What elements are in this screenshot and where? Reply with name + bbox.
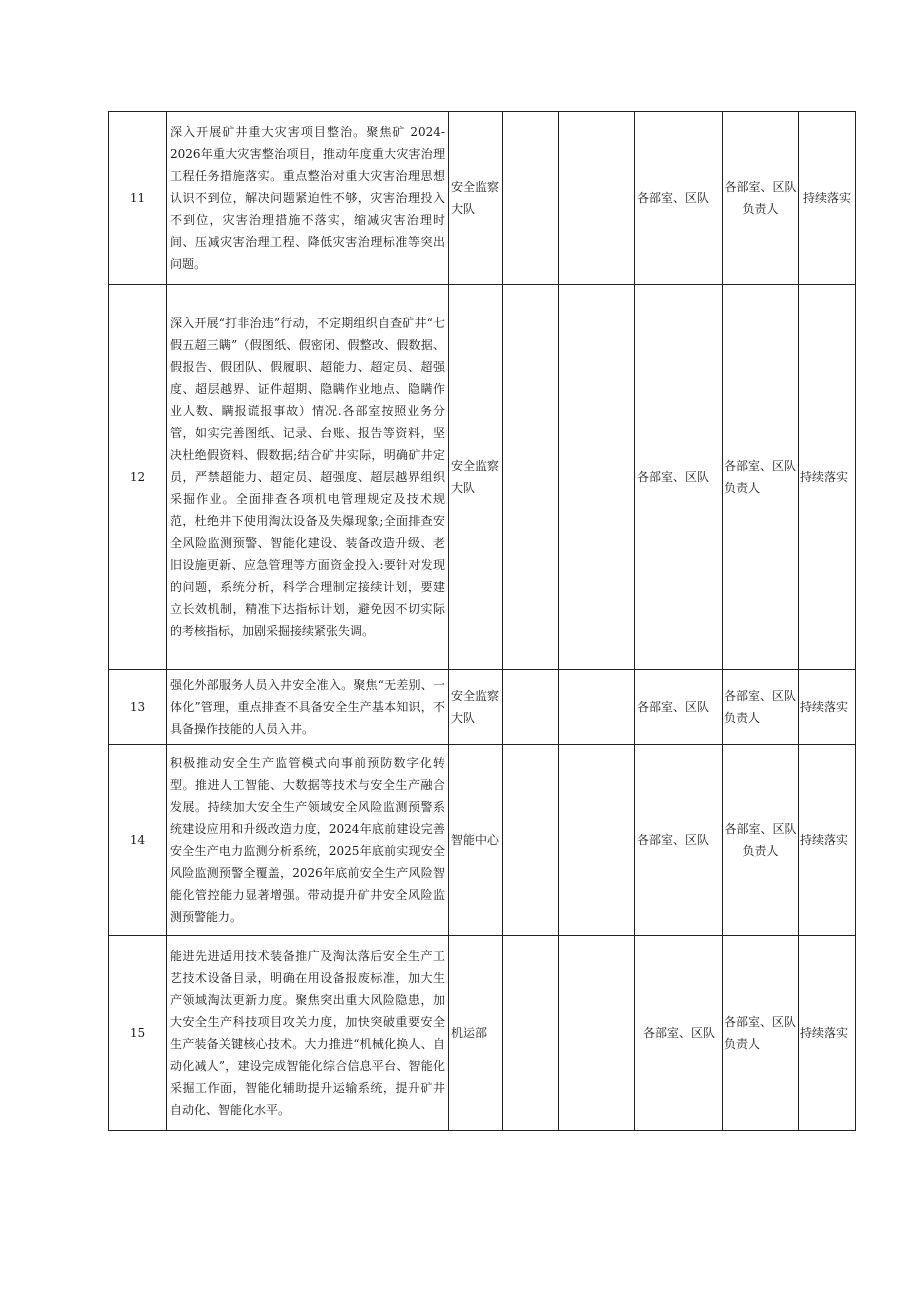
lead-unit: 安全监察大队 [449, 285, 503, 670]
empty-cell [559, 936, 635, 1131]
lead-unit: 安全监察大队 [449, 670, 503, 745]
responsible-units: 各部室、区队 [635, 285, 723, 670]
table-row [109, 670, 856, 745]
responsible-units: 各部室、区队 [635, 670, 723, 745]
table-row [109, 112, 856, 285]
task-content: 深入开展矿井重大灾害项目整治。聚焦矿 2024-2026年重大灾害整治项目，推动年度重大灾害治理工程任务措施落实。重点整治对重大灾害治理思想认识不到位，解决问题紧迫性不够，灾害治理投入不到位，灾害治理措施不落实，缩减灾害治理时间、压减灾害治理工程、降低灾害治理标准等突出问题。 [167, 112, 449, 285]
empty-cell [503, 285, 559, 670]
lead-unit: 机运部 [449, 936, 503, 1131]
task-content: 强化外部服务人员入井安全准入。聚焦“无差别、一体化”管理，重点排查不具备安全生产基本知识，不具备操作技能的人员入井。 [167, 670, 449, 745]
task-content: 深入开展“打非治违”行动，不定期组织自查矿井“七假五超三瞒”（假图纸、假密闭、假整改、假数据、假报告、假团队、假履职、超能力、超定员、超强度、超层越界、证件超期、隐瞒作业地点、隐瞒作业人数、瞒报谎报事故）情况.各部室按照业务分管，如实完善图纸、记录、台账、报告等资料，坚决杜绝假资料、假数据;结合矿井实际，明确矿井定员，严禁超能力、超定员、超强度、超层越界组织采掘作业。全面排查各项机电管理规定及技术规范，杜绝井下使用淘汰设备及失爆现象;全面排查安全风险监测预警、智能化建设、装备改造升级、老旧设施更新、应急管理等方面资金投入:要针对发现的问题，系统分析，科学合理制定接续计划，要建立长效机制，精准下达指标计划，避免因不切实际的考核指标，加剧采掘接续紧张失调。 [167, 285, 449, 670]
empty-cell [559, 745, 635, 936]
responsible-person: 各部室、区队负责人 [723, 745, 799, 936]
task-content: 积极推动安全生产监管模式向事前预防数字化转型。推进人工智能、大数据等技术与安全生产融合发展。持续加大安全生产领域安全风险监测预警系统建设应用和升级改造力度，2024年底前建设完善安全生产电力监测分析系统，2025年底前实现安全风险监测预警全覆盖，2026年底前安全生产风险智能化管控能力显著增强。带动提升矿井安全风险监测预警能力。 [167, 745, 449, 936]
deadline: 持续落实 [799, 745, 856, 936]
row-number: 11 [109, 112, 167, 285]
empty-cell [503, 112, 559, 285]
responsible-person: 各部室、区队负责人 [723, 936, 799, 1131]
task-content: 能进先进适用技术装备推广及淘汰落后安全生产工艺技术设备目录，明确在用设备报废标准，加大生产领域淘汰更新力度。聚焦突出重大风险隐患，加大安全生产科技项目攻关力度，加快突破重要安全生产装备关键核心技术。大力推进“机械化换人、自动化减人”，建设完成智能化综合信息平台、智能化采掘工作面，智能化辅助提升运输系统，提升矿井自动化、智能化水平。 [167, 936, 449, 1131]
lead-unit: 安全监察大队 [449, 112, 503, 285]
row-number: 14 [109, 745, 167, 936]
responsible-person: 各部室、区队负责人 [723, 112, 799, 285]
empty-cell [559, 285, 635, 670]
empty-cell [503, 745, 559, 936]
deadline: 持续落实 [799, 112, 856, 285]
row-number: 15 [109, 936, 167, 1131]
responsible-person: 各部室、区队负责人 [723, 285, 799, 670]
empty-cell [559, 670, 635, 745]
row-number: 12 [109, 285, 167, 670]
deadline: 持续落实 [799, 285, 856, 670]
table-row [109, 285, 856, 670]
responsible-units: 各部室、区队 [635, 745, 723, 936]
table-row [109, 745, 856, 936]
empty-cell [559, 112, 635, 285]
responsible-units: 各部室、区队 [635, 112, 723, 285]
responsible-units: 各部室、区队 [635, 936, 723, 1131]
table-row [109, 936, 856, 1131]
responsible-person: 各部室、区队负责人 [723, 670, 799, 745]
empty-cell [503, 936, 559, 1131]
task-table [108, 111, 856, 1131]
empty-cell [503, 670, 559, 745]
deadline: 持续落实 [799, 670, 856, 745]
row-number: 13 [109, 670, 167, 745]
deadline: 持续落实 [799, 936, 856, 1131]
lead-unit: 智能中心 [449, 745, 503, 936]
